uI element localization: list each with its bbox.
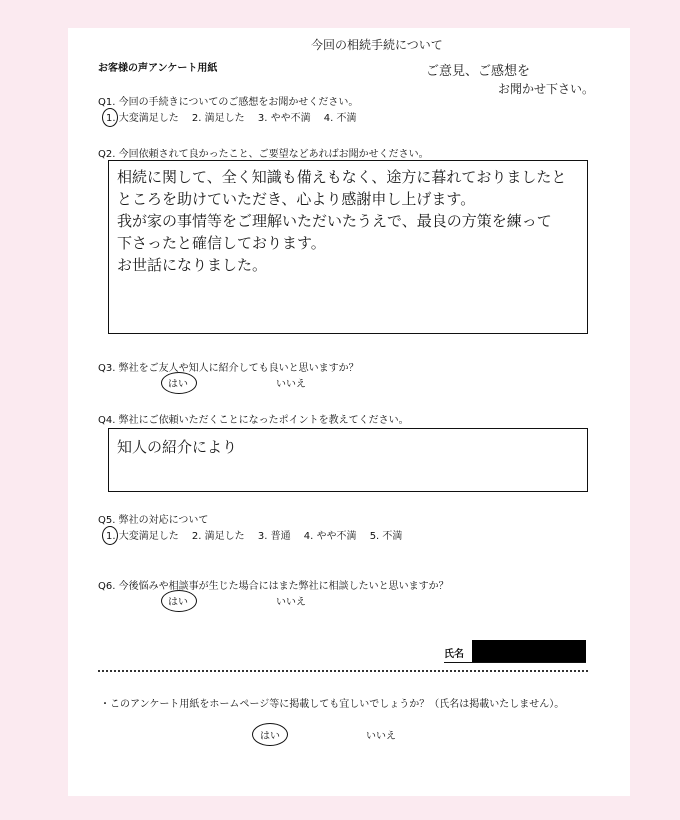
survey-sheet (68, 28, 630, 796)
q2-question: Q2. 今回依頼されて良かったこと、ご要望などあればお聞かせください。 (98, 149, 429, 160)
q1-option-2[interactable]: 2. 満足した (191, 113, 245, 124)
name-redaction-bar (472, 640, 586, 662)
q2-answer-line: お世話になりました。 (117, 256, 268, 274)
name-underline (444, 662, 586, 663)
q6-selection-circle (161, 590, 197, 612)
consent-yes[interactable]: はい (260, 731, 280, 742)
q2-answer-line: ところを助けていただき、心より感謝申し上げます。 (117, 190, 476, 208)
q5-option-4[interactable]: 4. やや不満 (303, 531, 357, 542)
q2-answer-line: 我が家の事情等をご理解いただいたうえで、最良の方策を練って (117, 212, 552, 230)
q4-answer-box[interactable] (108, 428, 588, 492)
q5-option-1[interactable]: 1. 大変満足した (106, 531, 179, 542)
q1-question: Q1. 今回の手続きについてのご感想をお聞かせください。 (98, 97, 359, 108)
q5-selection-circle (102, 526, 118, 545)
handwritten-heading-line1: 今回の相続手続について (311, 38, 443, 52)
q1-options (106, 112, 367, 125)
q1-selection-circle (102, 108, 118, 127)
divider (98, 670, 588, 672)
q3-no[interactable]: いいえ (276, 379, 306, 390)
q5-option-2[interactable]: 2. 満足した (191, 531, 245, 542)
consent-selection-circle (252, 723, 288, 746)
q6-no[interactable]: いいえ (276, 597, 306, 608)
q5-options (106, 530, 412, 543)
q2-answer-box[interactable] (108, 160, 588, 334)
q3-yes[interactable]: はい (168, 379, 188, 390)
q3-question: Q3. 弊社をご友人や知人に紹介しても良いと思いますか？ (98, 363, 359, 374)
handwritten-heading-line3: お聞かせ下さい。 (498, 82, 595, 96)
handwritten-heading-line2: ご意見、ご感想を (426, 64, 531, 79)
q6-yes[interactable]: はい (168, 597, 188, 608)
q3-selection-circle (161, 372, 197, 394)
q5-option-3[interactable]: 3. 普通 (257, 531, 291, 542)
q5-option-5[interactable]: 5. 不満 (369, 531, 403, 542)
consent-question: ・このアンケート用紙をホームページ等に掲載しても宜しいでしょうか？（氏名は掲載いたしません）。 (100, 699, 565, 710)
q1-option-1[interactable]: 1. 大変満足した (106, 113, 179, 124)
q1-option-3[interactable]: 3. やや不満 (257, 113, 311, 124)
q5-question: Q5. 弊社の対応について (98, 515, 209, 526)
q2-answer-line: 下さったと確信しております。 (117, 234, 326, 252)
name-label: 氏名 (444, 649, 464, 660)
consent-no[interactable]: いいえ (366, 731, 396, 742)
form-title: お客様の声アンケート用紙 (98, 63, 218, 74)
q2-answer-line: 相続に関して、全く知識も備えもなく、途方に暮れておりましたと (117, 168, 567, 186)
q4-question: Q4. 弊社にご依頼いただくことになったポイントを教えてください。 (98, 415, 409, 426)
q4-answer: 知人の紹介により (117, 438, 238, 456)
q6-question: Q6. 今後悩みや相談事が生じた場合にはまた弊社に相談したいと思いますか？ (98, 581, 449, 592)
q1-option-4[interactable]: 4. 不満 (323, 113, 357, 124)
